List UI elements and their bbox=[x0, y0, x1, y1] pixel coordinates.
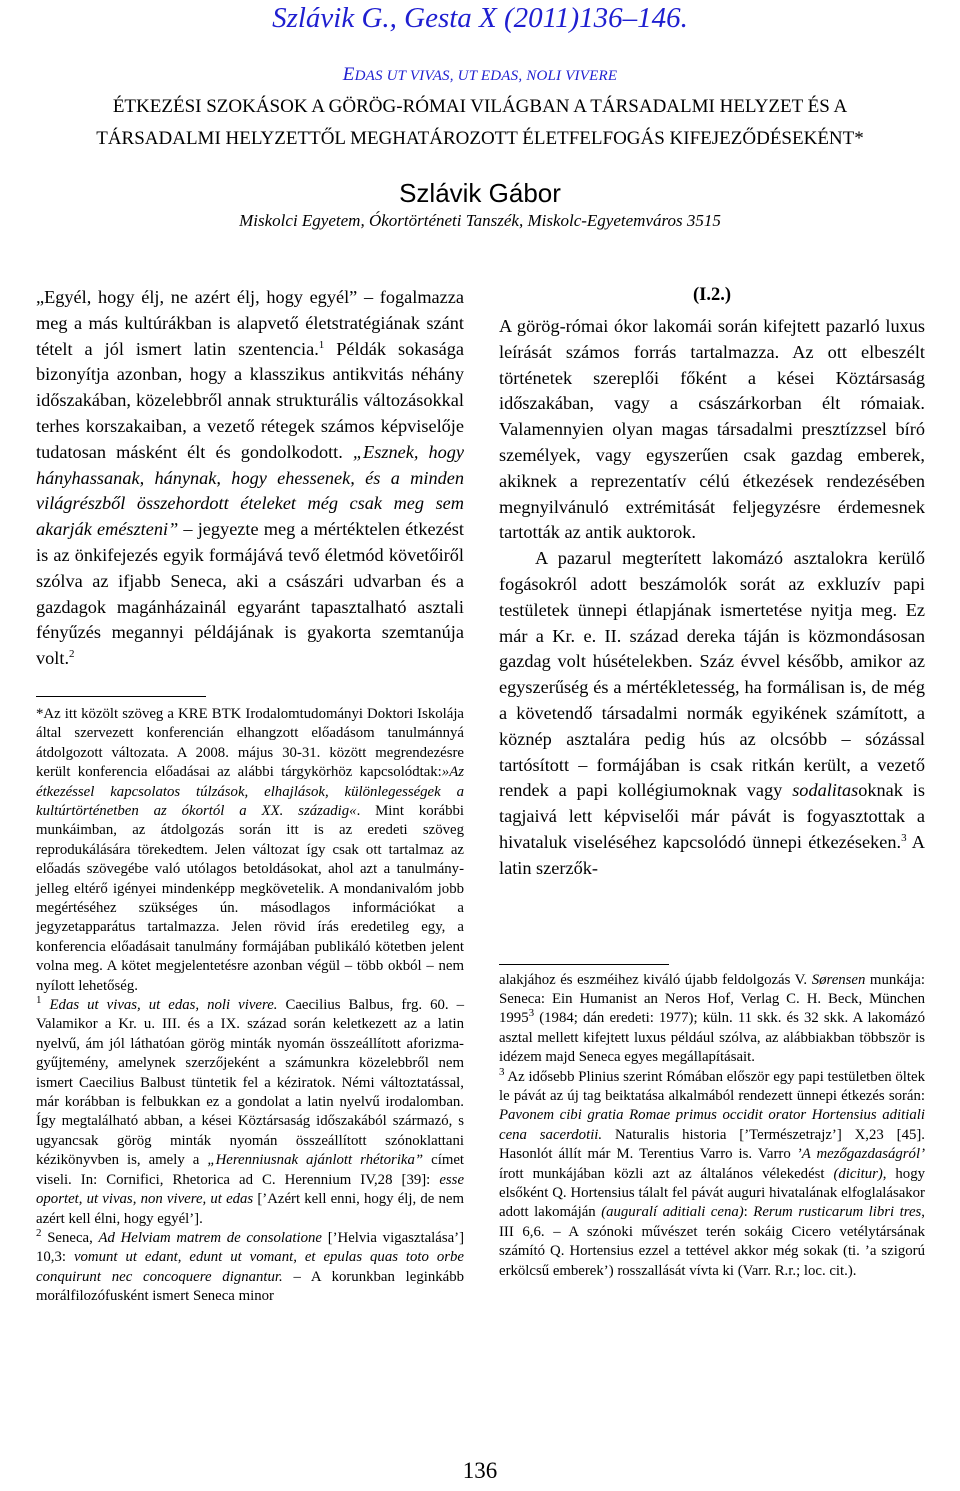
footnote-ref-1[interactable]: 1 bbox=[318, 338, 325, 351]
footnotes-left bbox=[36, 705, 464, 1307]
footnote-2: $^2$ Seneca, Ad Helviam matrem de consolatione [’Helvia vigasztalása’] 10,3: vomunt ut edant, edunt ut vomant, et epulas quas toto orbe conquirunt nec concoquere dignantur. – A korunkban leginkább morálfilozófusként ismert Seneca minor bbox=[36, 1227, 465, 1305]
intro-text-a: „Egyél, hogy élj, ne azért élj, hogy egyél” – fogalmazza meg a más kultúrákban is alapvető életstratégiának szánt tételt a jól ismert latin szentencia. bbox=[36, 287, 464, 359]
footnote-ref-2[interactable]: 2 bbox=[69, 648, 75, 661]
intro-text-c: – jegyezte meg a mértéktelen étkezést is az önkifejezés egyik formájává tevő életmód követőiről szólva az ifjabb Seneca, aki a császári udvarban és a gazdagok magánházainál egyaránt tapasztalható asztali fényűzés megannyi példájának is gyakorta szemtanúja volt. bbox=[36, 519, 464, 669]
intro-text-b: Példák sokasága bizonyítja azonban, hogy a klasszikus antikvitás néhány időszakában, közelebbről annak strukturális változásokkal terhes korszakaiban, a vezető rétegek számos képviselője tudatosan másként élt és gondolkodott. bbox=[36, 338, 465, 462]
seneca-quote: „Esznek, hogy hányhassanak, hánynak, hogy ehessenek, és a minden világrészből összehordott ételeket még csak meg sem akarják emészteni” bbox=[36, 441, 464, 540]
page-number: 136 bbox=[462, 1458, 498, 1483]
intro-paragraph bbox=[36, 285, 464, 672]
subtitle-line-2: TÁRSADALMI HELYZETTŐL MEGHATÁROZOTT ÉLETFELFOGÁS KIFEJEZŐDÉSEKÉNT* bbox=[96, 128, 864, 149]
footnote-2-continued: alakjához és eszméihez kiváló újabb feldolgozás V. Sørensen munkája: Seneca: Ein Humanist an Neros Hof, Verlag C. H. Beck, München 1995$^3$ (1984; dán eredeti: 1977); küln. 11 skk. és 32 skk. A lakomázó asztal mellett kifejtett luxus például szólva, az alábbiakban többször is idézem majd Seneca egyes megállapításait. bbox=[499, 971, 925, 1066]
motto-rest: DAS UT VIVAS, UT EDAS, NOLI VIVERE bbox=[354, 68, 618, 84]
motto-first-letter: E bbox=[342, 64, 355, 85]
right-paragraph-2: A pazarul megterített lakomázó asztalokra kerülő fogásokról adott beszámolók sorát az exkluzív papi testületek ünnepi étlapjának ismertetése nyitja meg. Ez már a Kr. e. II. század dereka táján is közmondásosan gazdag volt húsételekben. Száz évvel később, amikor az egyszerűség és a mértékletesség, ha formálisan is, de még a követendő társadalmi normák egyikének számított, a köznép asztalára pedig hús az olcsóbb – sózással tartósított – formájában is csak ritkán került, a vezető rendek a papi kollégiumoknak vagy sodalitasoknak is tagjaivá lett képviselői már pávát is fogyasztottak a hivataluk viseléséhez kapcsolódó ünnepi étkezéseken.$^3$ A latin szerzők- bbox=[499, 548, 925, 878]
section-heading: (I.2.) bbox=[692, 285, 732, 305]
subtitle-line-1: ÉTKEZÉSI SZOKÁSOK A GÖRÖG-RÓMAI VILÁGBAN A TÁRSADALMI HELYZET ÉS A bbox=[112, 96, 848, 117]
right-paragraph-1: A görög-római ókor lakomái során kifejtett pazarló luxus leírását számos forrás tartalmazza. Az ott elbeszélt történetek szereplői főként a kései Köztársaság időszakában, vagy a császárkorban élt rómaiak. Valamennyien olyan magas társadalmi presztízzsel bíró személyek, vagy egyszerűen csak gazdag emberek, akiknek a reprezentatív célú étkezések rendezésében megnyilvánuló extrémitását feljegyzésre érdemesnek tartották az antik auktorok. bbox=[499, 316, 925, 543]
author-affiliation: Miskolci Egyetem, Ókortörténeti Tanszék, Miskolc-Egyetemváros 3515 bbox=[239, 211, 721, 230]
footnote-number: 1 bbox=[36, 994, 42, 1007]
author-name: Szlávik Gábor bbox=[399, 178, 561, 208]
footnote-3: $^3$ Az idősebb Plinius szerint Rómában először egy papi testületben öltek le pávát az új tag beiktatása alkalmából rendezett ünnepi étkezés során: Pavonem cibi gratia Romae primus occidit orator Hortensius aditiali cena sacerdotii. Naturalis historia [’Természetrajz’] X,23 [45]. Hasonlót állít már M. Terentius Varro is. Varro ’A mezőgazdaságról’ írott munkájában közli azt az általános vélekedést (dicitur), hogy elsőként Q. Hortensius tálalt fel pávát auguri hivatalának elfoglalásakor adott lakomáján (auguralí aditiali cena): Rerum rusticarum libri tres, III 6,6. – A szónoki művészet terén sokáig Cicero vetélytársának számító Q. Hortensius ezzel a tettével akkor még sokak (ti. ’a szigorú erkölcsű emberek’) rosszallását vívta ki (Varr. R.r.; loc. cit.). bbox=[499, 1065, 925, 1279]
footnote-number: 2 bbox=[36, 1227, 42, 1239]
footnote-1: $^1$ Edas ut vivas, ut edas, noli vivere. Caecilius Balbus, frg. 60. – Valamikor a Kr. u. III. és a IX. század során keletkezett az a latin nyelvű, ám jól láthatóan görög minták nyomán összeállított aforizma-gyűjtemény, amelynek szerzőjeként a számunkra közelebbről nem ismert Caecilius Balbust tüntetik fel a kéziratok. Némi változtatással, már korábban is felbukkan ez a gondolat a latin nyelvű irodalomban. Így megtalálható abban, a kései Köztársaság időszakából származó, s ugyancsak görög minták nyomán összeállított szónoklattani kézikönyvben is, amely a „Herenniusnak ajánlott rhétorika” címet viseli. In: Cornifici, Rhetorica ad C. Herennium IV,28 [39]: esse oportet, ut vivas, non vivere, ut edas [’Azért kell enni, hogy élj, de nem azért kell élni, hogy egyél’]. bbox=[36, 994, 465, 1227]
motto-title bbox=[0, 64, 960, 86]
running-head: Szlávik G., Gesta X (2011)136–146. bbox=[272, 2, 688, 34]
footnote-number: 3 bbox=[499, 1065, 505, 1078]
footnote-ref-3[interactable]: 3 bbox=[901, 831, 907, 844]
right-column bbox=[499, 285, 925, 1281]
footnote-star: *Az itt közölt szöveg a KRE BTK Irodalomtudományi Doktori Iskolája által szervezett konferencián elhangzott előadásom tanulmánnyá átdolgozott változata. A 2008. május 30-31. között megrendezésre került konferencia előadásai az alábbi tárgykörhöz kapcsolódtak:»Az étkezéssel kapcsolatos túlzások, elhajlások, különlegességek a kultúrtörténetben az ókortól a XX. századig«. Mint korábbi munkáimban, az átdolgozás során itt is az eredeti szöveg reprodukálására törekedtem. Jelen változat így csak ott tartalmaz az előadás szövegébe való utólagos betoldásokat, ahol azt a tanulmány-jelleg eltérő igényei mindenképp megkövetelik. A mondanivalóm jobb megértéséhez szükséges ún. másodlagos információkat a jegyzetapparátus tartalmazza. Jelen rövid írás eredetileg egy, a konferencia előadásait tanulmány formájában publikáló kötetben jelent volna meg. A kötet megjelentetésre azonban végül – több okból – nem nyílott lehetőség. bbox=[36, 705, 465, 994]
left-column bbox=[36, 285, 464, 1307]
footnotes-right bbox=[499, 971, 925, 1282]
